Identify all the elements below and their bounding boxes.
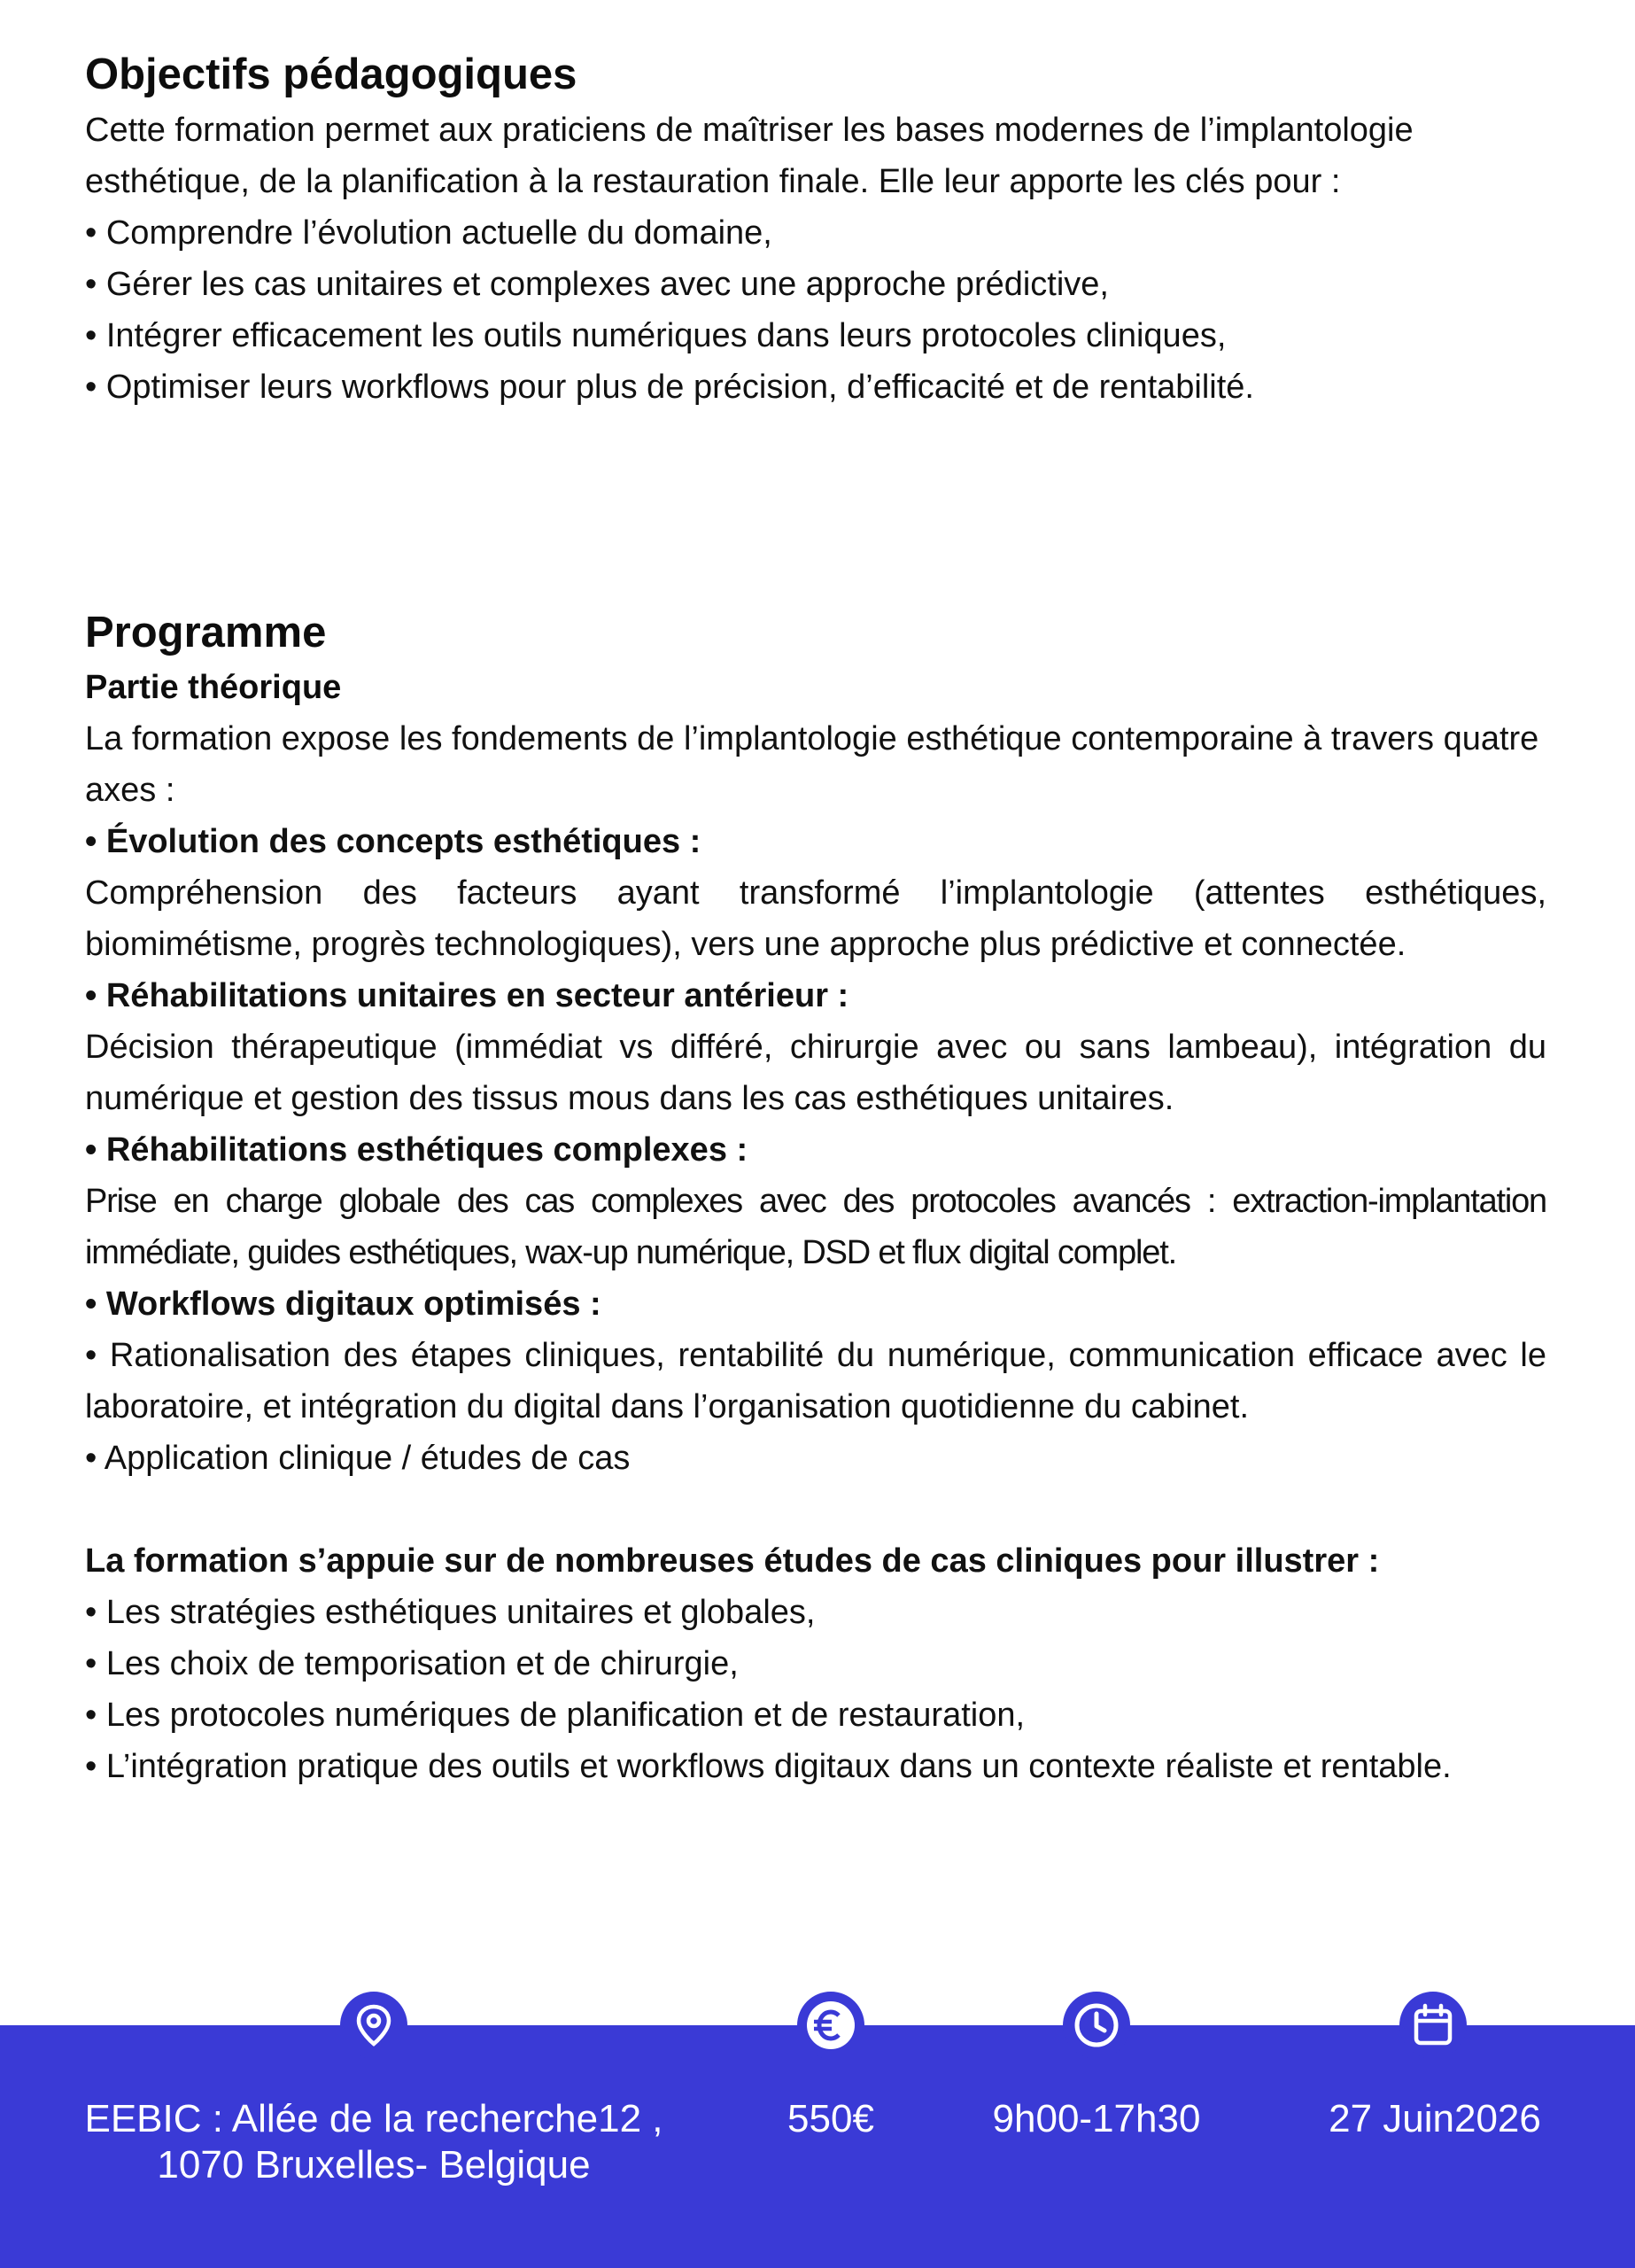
objectives-item: • Comprendre l’évolution actuelle du domaine, xyxy=(85,214,772,252)
cases-item: • Les stratégies esthétiques unitaires et globales, xyxy=(85,1594,816,1632)
objectives-intro: Cette formation permet aux praticiens de maîtriser les bases modernes de l’implantologie esthétique, de la planification à la restauration finale. Elle leur apporte les clés pour : xyxy=(85,112,1414,201)
location-line2: 1070 Bruxelles- Belgique xyxy=(157,2143,591,2186)
objectives-section xyxy=(85,50,1546,413)
axis-text: Décision thérapeutique (immédiat vs différé, chirurgie avec ou sans lambeau), intégration du numérique et gestion des tissus mous dans les cas esthétiques unitaires. xyxy=(85,1029,1546,1118)
clock-icon xyxy=(1063,1992,1130,2059)
programme-title: Programme xyxy=(85,609,327,656)
axis-heading: • Réhabilitations esthétiques complexes : xyxy=(85,1131,748,1169)
clinical-application: • Application clinique / études de cas xyxy=(85,1440,631,1478)
cases-item: • Les choix de temporisation et de chirurgie, xyxy=(85,1645,739,1683)
objectives-item: • Optimiser leurs workflows pour plus de précision, d’efficacité et de rentabilité. xyxy=(85,369,1254,407)
location-line1: EEBIC : Allée de la recherche12 , xyxy=(84,2097,663,2140)
time-text: 9h00-17h30 xyxy=(992,2097,1201,2140)
axis-text: Prise en charge globale des cas complexes avec des protocoles avancés : extraction-implantation immédiate, guides esthétiques, wax-up numérique, DSD et flux digital complet. xyxy=(85,1183,1546,1272)
programme-subtitle: Partie théorique xyxy=(85,669,342,707)
axis-heading: • Évolution des concepts esthétiques : xyxy=(85,823,701,861)
axis-heading: • Workflows digitaux optimisés : xyxy=(85,1285,601,1324)
calendar-icon xyxy=(1399,1992,1467,2059)
axis-text: Compréhension des facteurs ayant transformé l’implantologie (attentes esthétiques, biomimétisme, progrès technologiques), vers une approche plus prédictive et connectée. xyxy=(85,874,1546,964)
objectives-title: Objectifs pédagogiques xyxy=(85,50,577,98)
programme-section xyxy=(85,608,1546,1792)
date-text: 27 Juin2026 xyxy=(1329,2097,1541,2140)
axis-heading: • Réhabilitations unitaires en secteur antérieur : xyxy=(85,977,849,1015)
cases-item: • L’intégration pratique des outils et workflows digitaux dans un contexte réaliste et rentable. xyxy=(85,1748,1452,1786)
location-pin-icon xyxy=(340,1992,407,2059)
info-footer xyxy=(0,2025,1635,2268)
price-text: 550€ xyxy=(787,2097,874,2140)
euro-icon xyxy=(797,1992,864,2059)
objectives-item: • Gérer les cas unitaires et complexes avec une approche prédictive, xyxy=(85,266,1109,304)
programme-intro: La formation expose les fondements de l’implantologie esthétique contemporaine à travers quatre axes : xyxy=(85,720,1539,810)
objectives-item: • Intégrer efficacement les outils numériques dans leurs protocoles cliniques, xyxy=(85,317,1227,355)
cases-item: • Les protocoles numériques de planification et de restauration, xyxy=(85,1697,1026,1735)
cases-heading: La formation s’appuie sur de nombreuses études de cas cliniques pour illustrer : xyxy=(85,1542,1380,1581)
axis-text: • Rationalisation des étapes cliniques, rentabilité du numérique, communication efficace avec le laboratoire, et intégration du digital dans l’organisation quotidienne du cabinet. xyxy=(85,1337,1546,1426)
